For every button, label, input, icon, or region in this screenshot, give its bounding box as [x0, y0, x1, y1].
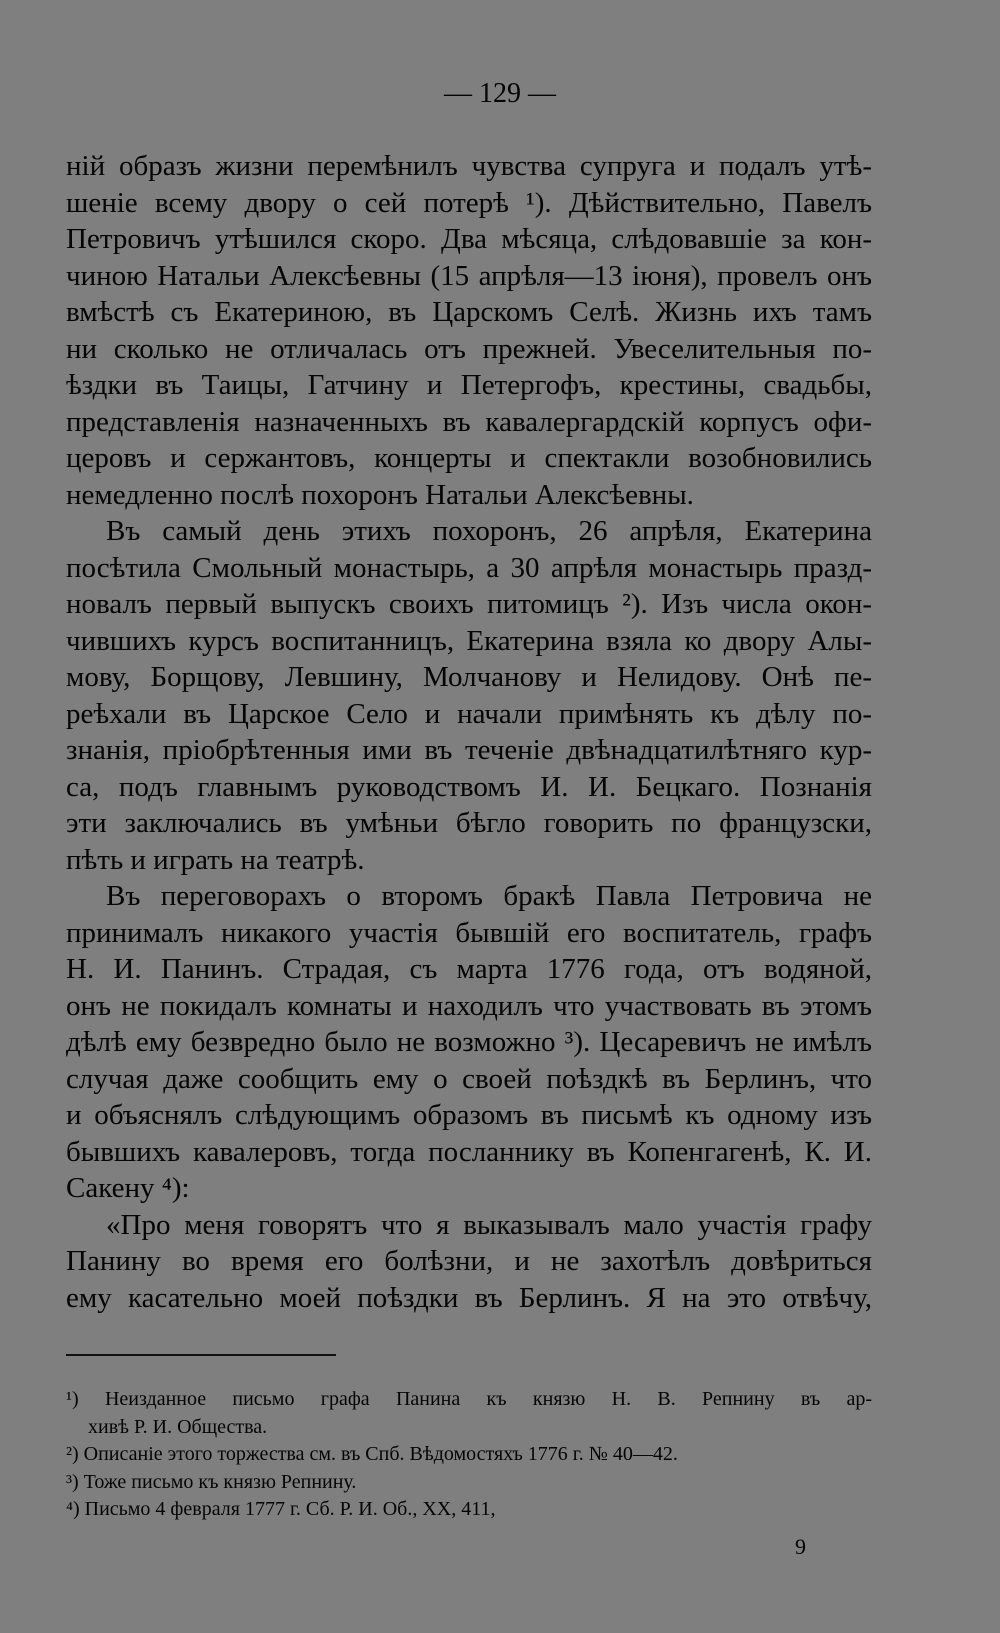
text-line: ни сколько не отличалась отъ прежней. Увеселительныя по- — [66, 332, 872, 365]
footnote-line: ¹) Неизданное письмо графа Панина къ князю Н. В. Репнину въ ар- — [66, 1388, 872, 1410]
text-line: Панину во время его болѣзни, и не захотѣлъ довѣриться — [66, 1245, 872, 1277]
footnote-line: ⁴) Письмо 4 февраля 1777 г. Сб. Р. И. Об., XX, 411, — [66, 1498, 496, 1520]
text-line: шеніе всему двору о сей потерѣ ¹). Дѣйствительно, Павелъ — [66, 186, 872, 219]
signature-mark: 9 — [795, 1534, 806, 1559]
footnote-line: хивѣ Р. И. Общества. — [88, 1415, 268, 1438]
text-line: ній образъ жизни перемѣнилъ чувства супруга и подалъ утѣ- — [66, 150, 872, 182]
text-line: «Про меня говорятъ что я выказывалъ мало участія графу — [106, 1208, 872, 1241]
text-line: Сакену ⁴): — [66, 1172, 190, 1204]
text-line: чиною Натальи Алексѣевны (15 апрѣля—13 іюня), провелъ онъ — [66, 259, 872, 292]
text-line: вмѣстѣ съ Екатериною, въ Царскомъ Селѣ. Жизнь ихъ тамъ — [66, 296, 872, 328]
text-line: Петровичъ утѣшился скоро. Два мѣсяца, слѣдовавшіе за кон- — [66, 223, 872, 255]
text-line: эти заключались въ умѣньи бѣгло говорить по французски, — [66, 807, 872, 839]
text-line: случая даже сообщить ему о своей поѣздкѣ въ Берлинъ, что — [66, 1062, 872, 1095]
text-line: пѣть и играть на театрѣ. — [66, 843, 365, 876]
text-line: дѣлѣ ему безвредно было не возможно ³). Цесаревичъ не имѣлъ — [66, 1026, 872, 1058]
footnotes — [66, 1386, 872, 1524]
text-line: са, подъ главнымъ руководствомъ И. И. Бецкаго. Познанія — [66, 770, 872, 803]
text-line: церовъ и сержантовъ, концерты и спектакли возобновились — [66, 442, 872, 474]
text-line: онъ не покидалъ комнаты и находилъ что участвовать въ этомъ — [66, 989, 872, 1022]
text-line: ему касательно моей поѣздки въ Берлинъ. Я на это отвѣчу, — [66, 1281, 872, 1314]
text-line: принималъ никакого участія бывшій его воспитатель, графъ — [66, 916, 872, 949]
text-line: Въ переговорахъ о второмъ бракѣ Павла Петровича не — [106, 880, 872, 912]
text-line: и объяснялъ слѣдующимъ образомъ въ письмѣ къ одному изъ — [66, 1099, 872, 1131]
footnote-line: ³) Тоже письмо къ князю Репнину. — [66, 1470, 357, 1493]
footnote-line: ²) Описаніе этого торжества см. въ Спб. Вѣдомостяхъ 1776 г. № 40—42. — [66, 1443, 678, 1465]
page-number: — 129 — — [444, 78, 556, 109]
text-line: ѣздки въ Таицы, Гатчину и Петергофъ, крестины, свадьбы, — [66, 369, 872, 401]
text-line: чившихъ курсъ воспитанницъ, Екатерина взяла ко двору Алы- — [66, 624, 872, 657]
text-line: бывшихъ кавалеровъ, тогда посланнику въ Копенгагенѣ, К. И. — [66, 1135, 872, 1168]
text-line: немедленно послѣ похоронъ Натальи Алексѣевны. — [66, 478, 694, 511]
text-line: знанія, пріобрѣтенныя ими въ теченіе двѣнадцатилѣтняго кур- — [66, 734, 872, 766]
text-line: новалъ первый выпускъ своихъ питомицъ ²). Изъ числа окон- — [66, 588, 872, 620]
text-line: Н. И. Панинъ. Страдая, съ марта 1776 года, отъ водяной, — [66, 953, 872, 985]
footnote-divider — [66, 1354, 336, 1356]
text-line: мову, Борщову, Левшину, Молчанову и Нелидову. Онѣ пе- — [66, 661, 872, 693]
text-line: представленія назначенныхъ въ кавалергардскій корпусъ офи- — [66, 405, 872, 438]
text-line: Въ самый день этихъ похоронъ, 26 апрѣля, Екатерина — [106, 515, 872, 547]
text-line: реѣхали въ Царское Село и начали примѣнять къ дѣлу по- — [66, 697, 872, 730]
text-line: посѣтила Смольный монастырь, а 30 апрѣля монастырь празд- — [66, 551, 872, 584]
body-text — [66, 148, 872, 1316]
